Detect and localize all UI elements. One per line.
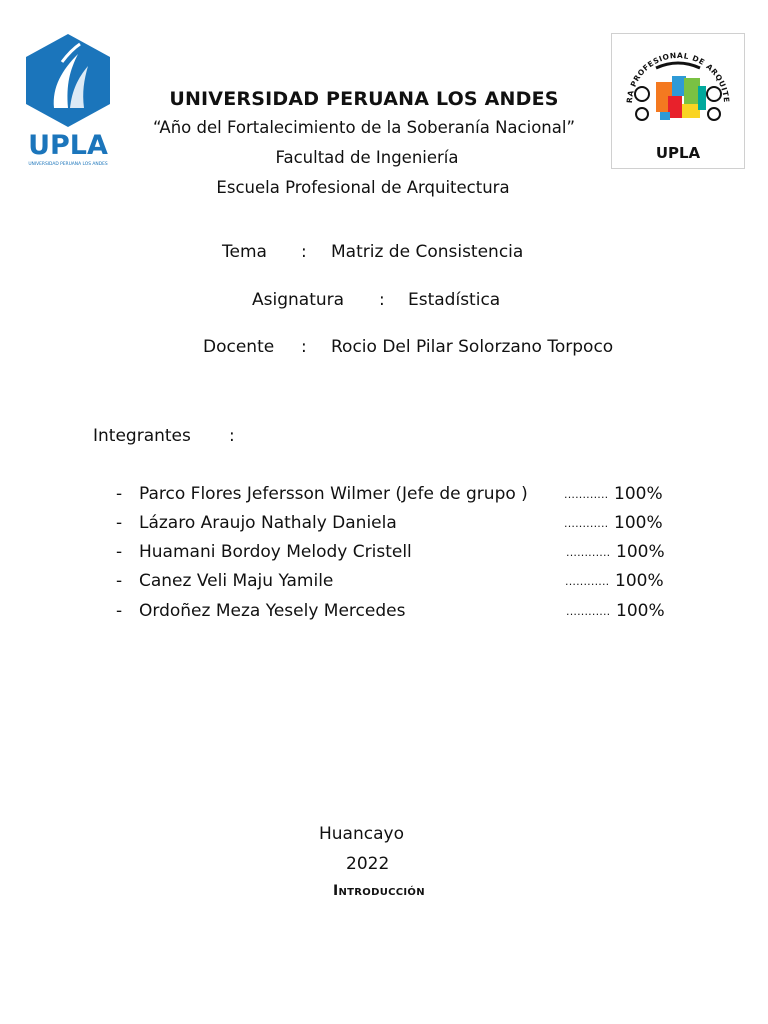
upla-subtext: UNIVERSIDAD PERUANA LOS ANDES [28,162,108,167]
asignatura-label: Asignatura [252,290,345,310]
tema-separator: : [301,242,307,262]
bullet-dash: - [116,513,123,533]
leader-dots: ............ [565,575,610,588]
arq-logo-wordmark: UPLA [655,144,701,162]
docente-value: Rocio Del Pilar Solorzano Torpoco [331,337,614,357]
list-item [0,513,768,537]
member-name: Parco Flores Jefersson Wilmer (Jefe de grupo ) [139,484,528,504]
integrantes-label: Integrantes [93,426,191,446]
bullet-dash: - [116,484,123,504]
docente-label: Docente [203,337,275,357]
member-percent: 100% [616,601,665,621]
bullet-dash: - [116,542,123,562]
list-item [0,542,768,566]
bullet-dash: - [116,601,123,621]
introduction-heading: Introducción [333,883,425,899]
city: Huancayo [319,824,404,844]
bullet-dash: - [116,571,123,591]
member-name: Ordoñez Meza Yesely Mercedes [139,601,406,621]
member-percent: 100% [616,542,665,562]
leader-dots: ............ [564,517,609,530]
university-name: UNIVERSIDAD PERUANA LOS ANDES [169,88,559,110]
tema-label: Tema [222,242,267,262]
leader-dots: ............ [564,488,609,501]
year-motto: “Año del Fortalecimiento de la Soberanía Nacional” [153,118,575,137]
docente-separator: : [301,337,307,357]
tema-row [0,242,768,266]
leader-dots: ............ [566,605,611,618]
faculty-name: Facultad de Ingeniería [275,148,459,167]
list-item [0,601,768,625]
asignatura-separator: : [379,290,385,310]
school-name: Escuela Profesional de Arquitectura [216,178,510,197]
upla-wordmark: UPLA [28,130,108,161]
member-name: Canez Veli Maju Yamile [139,571,334,591]
member-percent: 100% [615,571,664,591]
member-name: Huamani Bordoy Melody Cristell [139,542,412,562]
integrantes-separator: : [229,426,235,446]
docente-row [0,337,768,361]
list-item [0,571,768,595]
member-percent: 100% [614,513,663,533]
member-percent: 100% [614,484,663,504]
tema-value: Matriz de Consistencia [331,242,524,262]
list-item [0,484,768,508]
integrantes-row [0,426,768,450]
leader-dots: ............ [566,546,611,559]
asignatura-value: Estadística [408,290,501,310]
arq-logo-ring-text: RA PROFESIONAL DE ARQUITE [624,50,732,104]
member-name: Lázaro Araujo Nathaly Daniela [139,513,397,533]
asignatura-row [0,290,768,314]
year: 2022 [346,854,390,874]
